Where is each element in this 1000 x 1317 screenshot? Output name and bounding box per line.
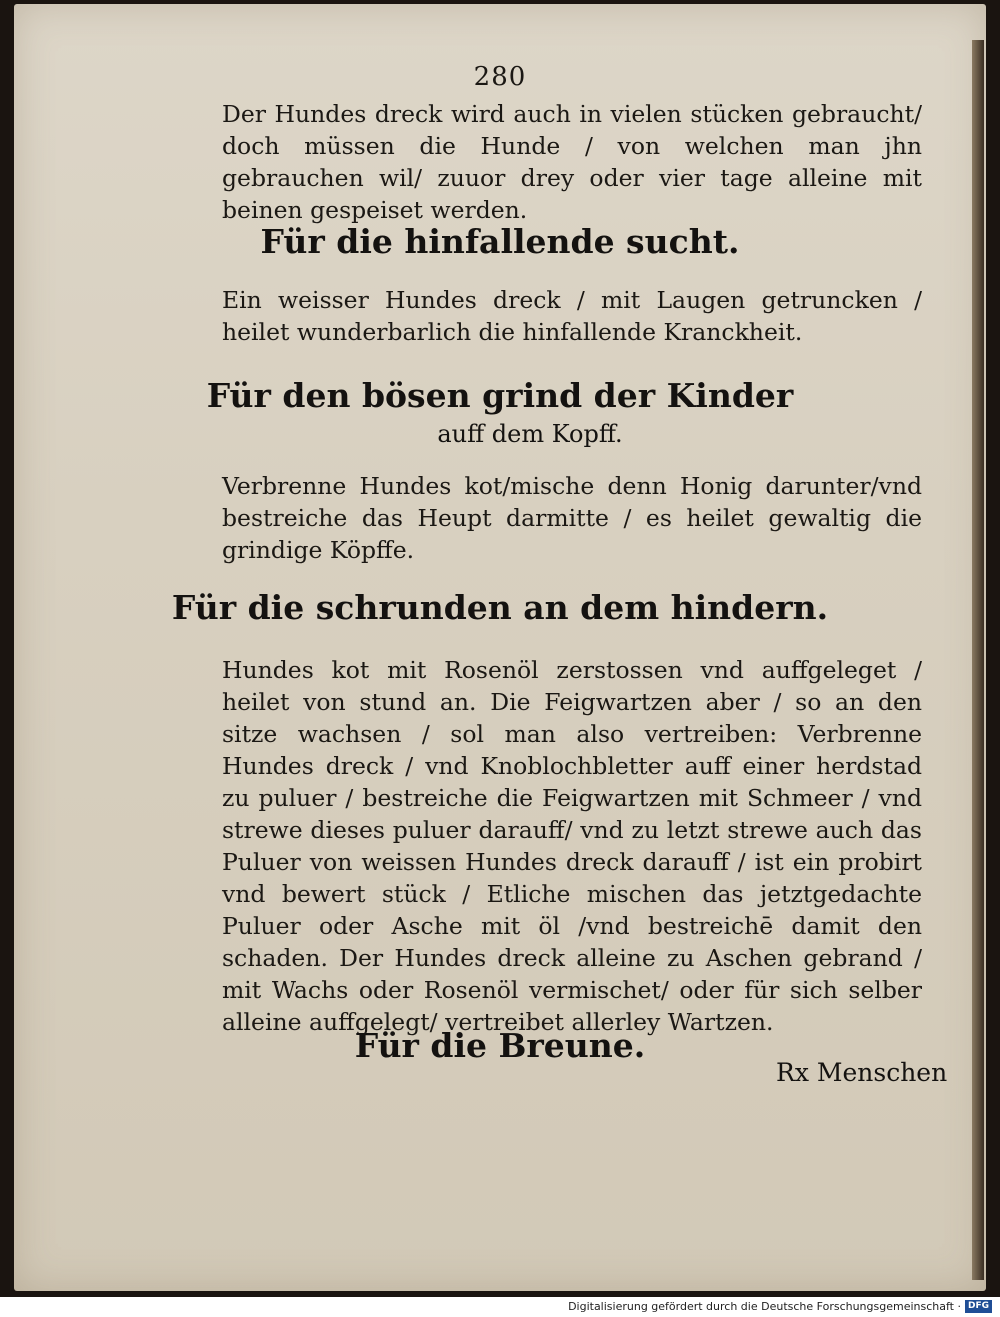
heading-breune: Für die Breune.: [354, 1026, 646, 1065]
dfg-logo-icon: DFG: [965, 1300, 992, 1313]
paragraph-grind: Verbrenne Hundes kot/mische denn Honig darunter/vnd bestreiche das Heupt darmitte / es heilet gewaltig die grindige Köpffe.: [222, 472, 922, 564]
paragraph-hinfallende-sucht: Ein weisser Hundes dreck / mit Laugen getruncken / heilet wunderbarlich die hinfallende Kranckheit.: [222, 286, 922, 346]
heading-grind-subtitle: auff dem Kopff.: [437, 420, 623, 448]
page-number: 280: [473, 62, 527, 92]
paragraph-intro: Der Hundes dreck wird auch in vielen stücken gebraucht/ doch müssen die Hunde / von welchen man jhn gebrauchen wil/ zuuor drey oder vier tage alleine mit beinen gespeiset werden.: [222, 100, 922, 224]
heading-hinfallende-sucht: Für die hinfallende sucht.: [260, 222, 740, 261]
paragraph-schrunden: Hundes kot mit Rosenöl zerstossen vnd auffgeleget / heilet von stund an. Die Feigwartzen aber / so an den sitze wachsen / sol man also vertreiben: Verbrenne Hundes dreck / vnd Knoblochbletter auff einer herdstad zu puluer / bestreiche die Feigwartzen mit Schmeer / vnd strewe dieses puluer darauff/ vnd zu letzt strewe auch das Puluer von weissen Hundes dreck darauff / ist ein probirt vnd bewert stück / Etliche mischen das jetztgedachte Puluer oder Asche mit öl /vnd bestreichē damit den schaden. Der Hundes dreck alleine zu Aschen gebrand / mit Wachs oder Rosenöl vermischet/ oder für sich selber alleine auffgelegt/ vertreibet allerley Wartzen.: [222, 656, 922, 1036]
footer-credit: Digitalisierung gefördert durch die Deutsche Forschungsgemeinschaft ·: [568, 1300, 961, 1313]
catchword: Rx Menschen: [776, 1058, 948, 1087]
heading-grind-der-kinder: Für den bösen grind der Kinder: [206, 376, 794, 415]
digitization-footer: [568, 1300, 992, 1313]
heading-schrunden: Für die schrunden an dem hindern.: [171, 588, 829, 627]
